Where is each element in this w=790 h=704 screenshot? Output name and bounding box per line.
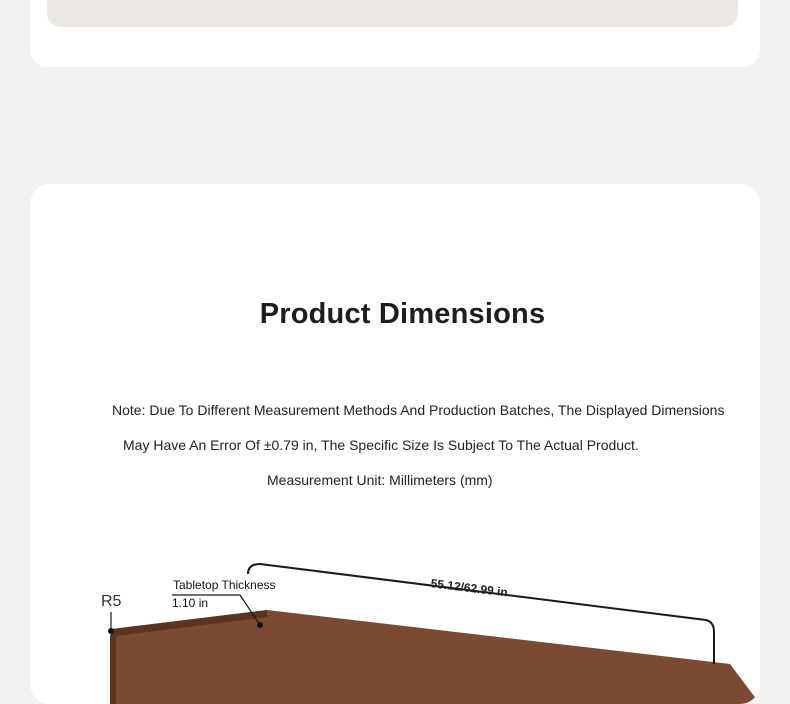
measurement-unit: Measurement Unit: Millimeters (mm) xyxy=(267,472,493,488)
dimension-note-line-2: May Have An Error Of ±0.79 in, The Specific Size Is Subject To The Actual Product. xyxy=(123,437,639,453)
corner-radius-label: R5 xyxy=(101,593,122,610)
dimension-note-line-1: Note: Due To Different Measurement Methods And Production Batches, The Displayed Dimensions xyxy=(112,402,725,418)
product-dimensions-card xyxy=(30,184,760,704)
thickness-value: 1.10 in xyxy=(172,596,209,610)
section-title: Product Dimensions xyxy=(259,298,546,330)
thickness-point xyxy=(257,622,263,628)
length-label: 55.12/62.99 in xyxy=(429,576,509,600)
product-image-bottom xyxy=(47,0,738,27)
dimension-diagram xyxy=(30,544,760,704)
corner-radius-point xyxy=(108,628,114,634)
thickness-label: Tabletop Thickness xyxy=(173,578,276,592)
previous-section-card xyxy=(30,0,760,67)
